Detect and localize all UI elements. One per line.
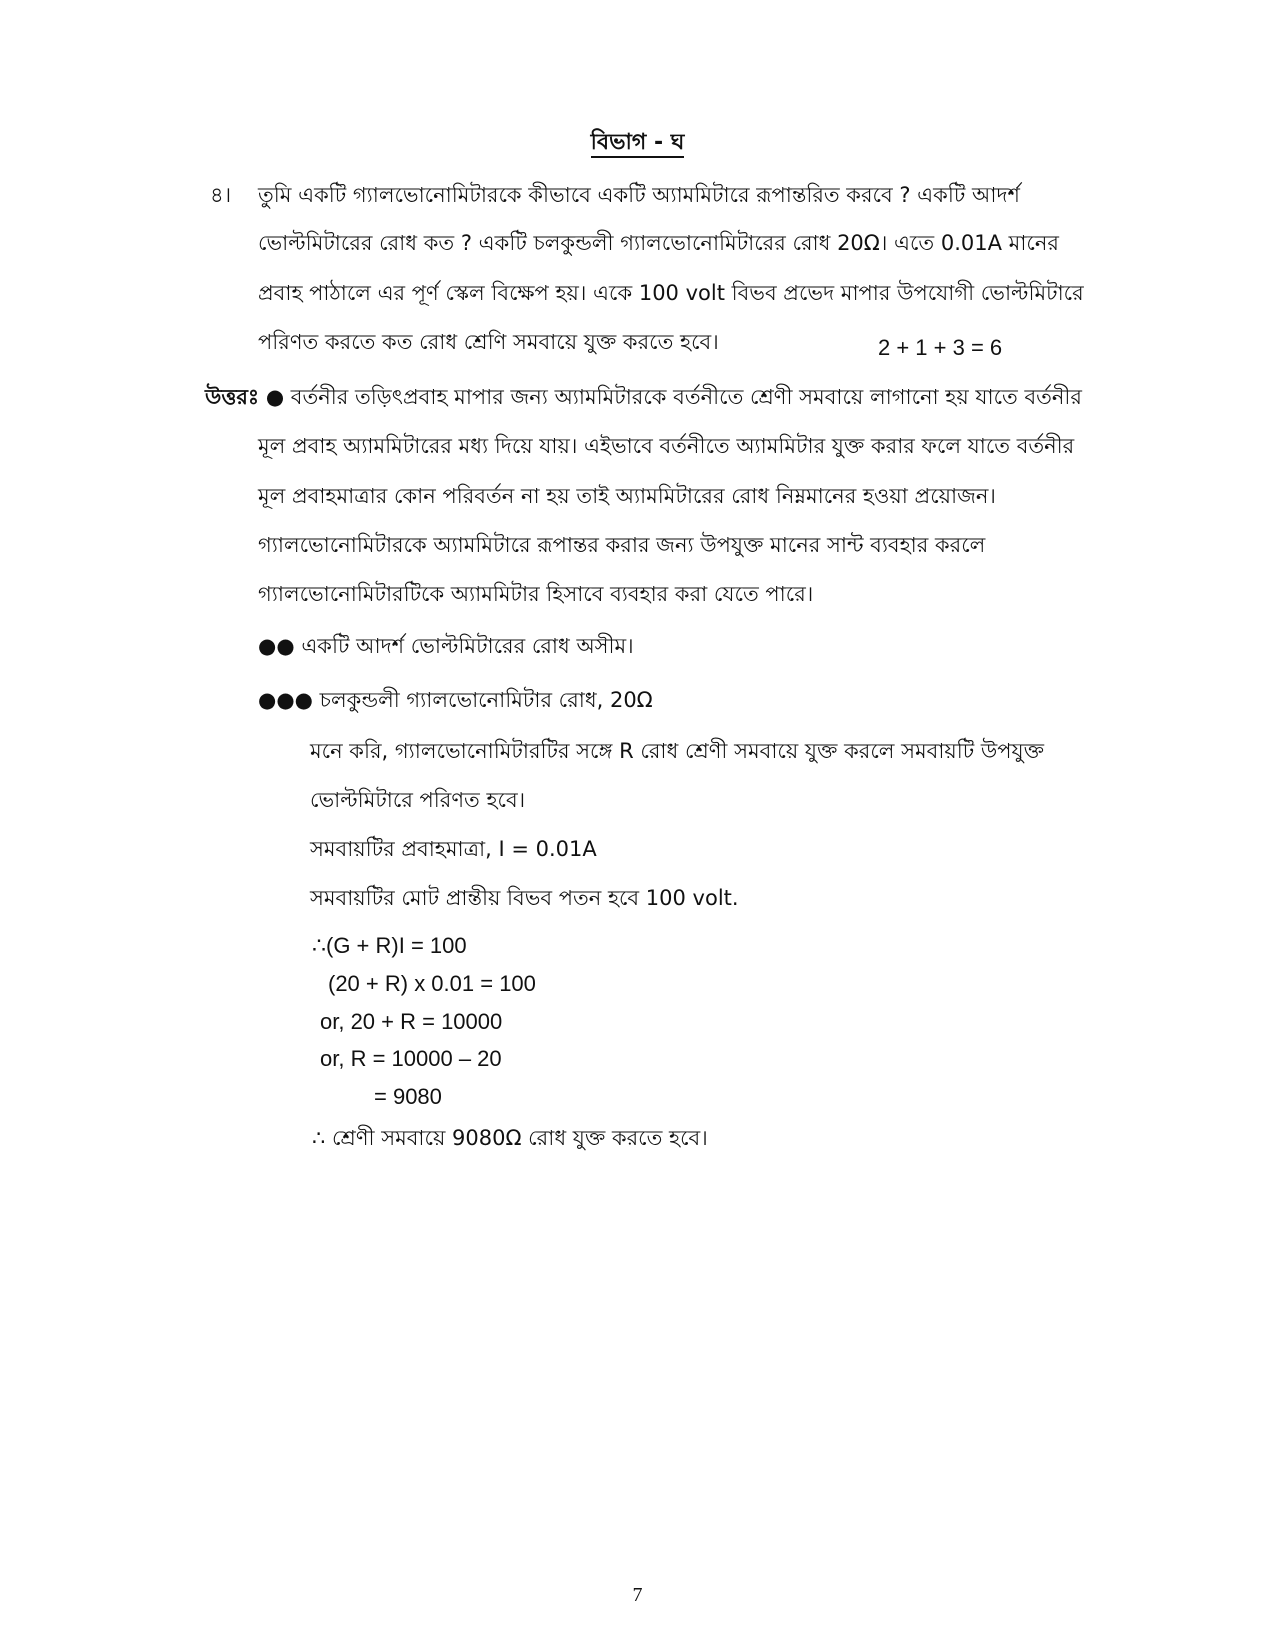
question-line: পরিণত করতে কত রোধ শ্রেণি সমবায়ে যুক্ত করতে হবে। <box>258 330 719 354</box>
solution-line: সমবায়টির মোট প্রান্তীয় বিভব পতন হবে 100 volt. <box>310 886 739 910</box>
answer-line: গ্যালভোনোমিটারকে অ্যামমিটারে রূপান্তর করার জন্য উপযুক্ত মানের সান্ট ব্যবহার করলে <box>258 533 986 557</box>
answer-label: উত্তরঃ <box>205 385 260 409</box>
equation-line: or, R = 10000 – 20 <box>320 1046 502 1071</box>
answer-first-line <box>205 382 1082 412</box>
answer-point-ideal-voltmeter: ●● একটি আদর্শ ভোল্টমিটারের রোধ অসীম। <box>258 634 634 658</box>
equation-line: ∴(G + R)I = 100 <box>312 933 467 958</box>
marks-allocation: 2 + 1 + 3 = 6 <box>878 335 1003 360</box>
solution-line: মনে করি, গ্যালভোনোমিটারটির সঙ্গে R রোধ শ্রেণী সমবায়ে যুক্ত করলে সমবায়টি উপযুক্ত <box>310 739 1045 763</box>
question-line: তুমি একটি গ্যালভোনোমিটারকে কীভাবে একটি অ্যামমিটারে রূপান্তরিত করবে ? একটি আদর্শ <box>258 183 1020 207</box>
answer-conclusion: ∴ শ্রেণী সমবায়ে 9080Ω রোধ যুক্ত করতে হবে। <box>312 1126 708 1150</box>
question-number: ৪। <box>210 183 232 207</box>
equation-line: (20 + R) x 0.01 = 100 <box>328 971 536 996</box>
answer-line: গ্যালভোনোমিটারটিকে অ্যামমিটার হিসাবে ব্যবহার করা যেতে পারে। <box>258 582 814 606</box>
question-line: প্রবাহ পাঠালে এর পূর্ণ স্কেল বিক্ষেপ হয়। একে 100 volt বিভব প্রভেদ মাপার উপযোগী ভোল্টমিটারে <box>258 281 1084 305</box>
question-line: ভোল্টমিটারের রোধ কত ? একটি চলকুন্ডলী গ্যালভোনোমিটারের রোধ 20Ω। এতে 0.01A মানের <box>258 231 1059 255</box>
answer-text: ● বর্তনীর তড়িৎপ্রবাহ মাপার জন্য অ্যামমিটারকে বর্তনীতে শ্রেণী সমবায়ে লাগানো হয় যাতে বর্তনীর <box>265 385 1082 409</box>
section-heading <box>0 128 1275 158</box>
answer-line: মূল প্রবাহ অ্যামমিটারের মধ্য দিয়ে যায়। এইভাবে বর্তনীতে অ্যামমিটার যুক্ত করার ফলে যাতে বর্তনীর <box>258 434 1075 458</box>
equation-line: = 9080 <box>374 1084 442 1109</box>
page-number: 7 <box>632 1584 643 1606</box>
solution-line: সমবায়টির প্রবাহমাত্রা, I = 0.01A <box>310 837 597 861</box>
answer-line: মূল প্রবাহমাত্রার কোন পরিবর্তন না হয় তাই অ্যামমিটারের রোধ নিম্নমানের হওয়া প্রয়োজন। <box>258 484 996 508</box>
section-heading-text: বিভাগ - ঘ <box>591 130 685 158</box>
equation-line: or, 20 + R = 10000 <box>320 1009 503 1034</box>
solution-line: ভোল্টমিটারে পরিণত হবে। <box>310 788 526 812</box>
answer-point-galvanometer: ●●● চলকুন্ডলী গ্যালভোনোমিটার রোধ, 20Ω <box>258 688 653 712</box>
